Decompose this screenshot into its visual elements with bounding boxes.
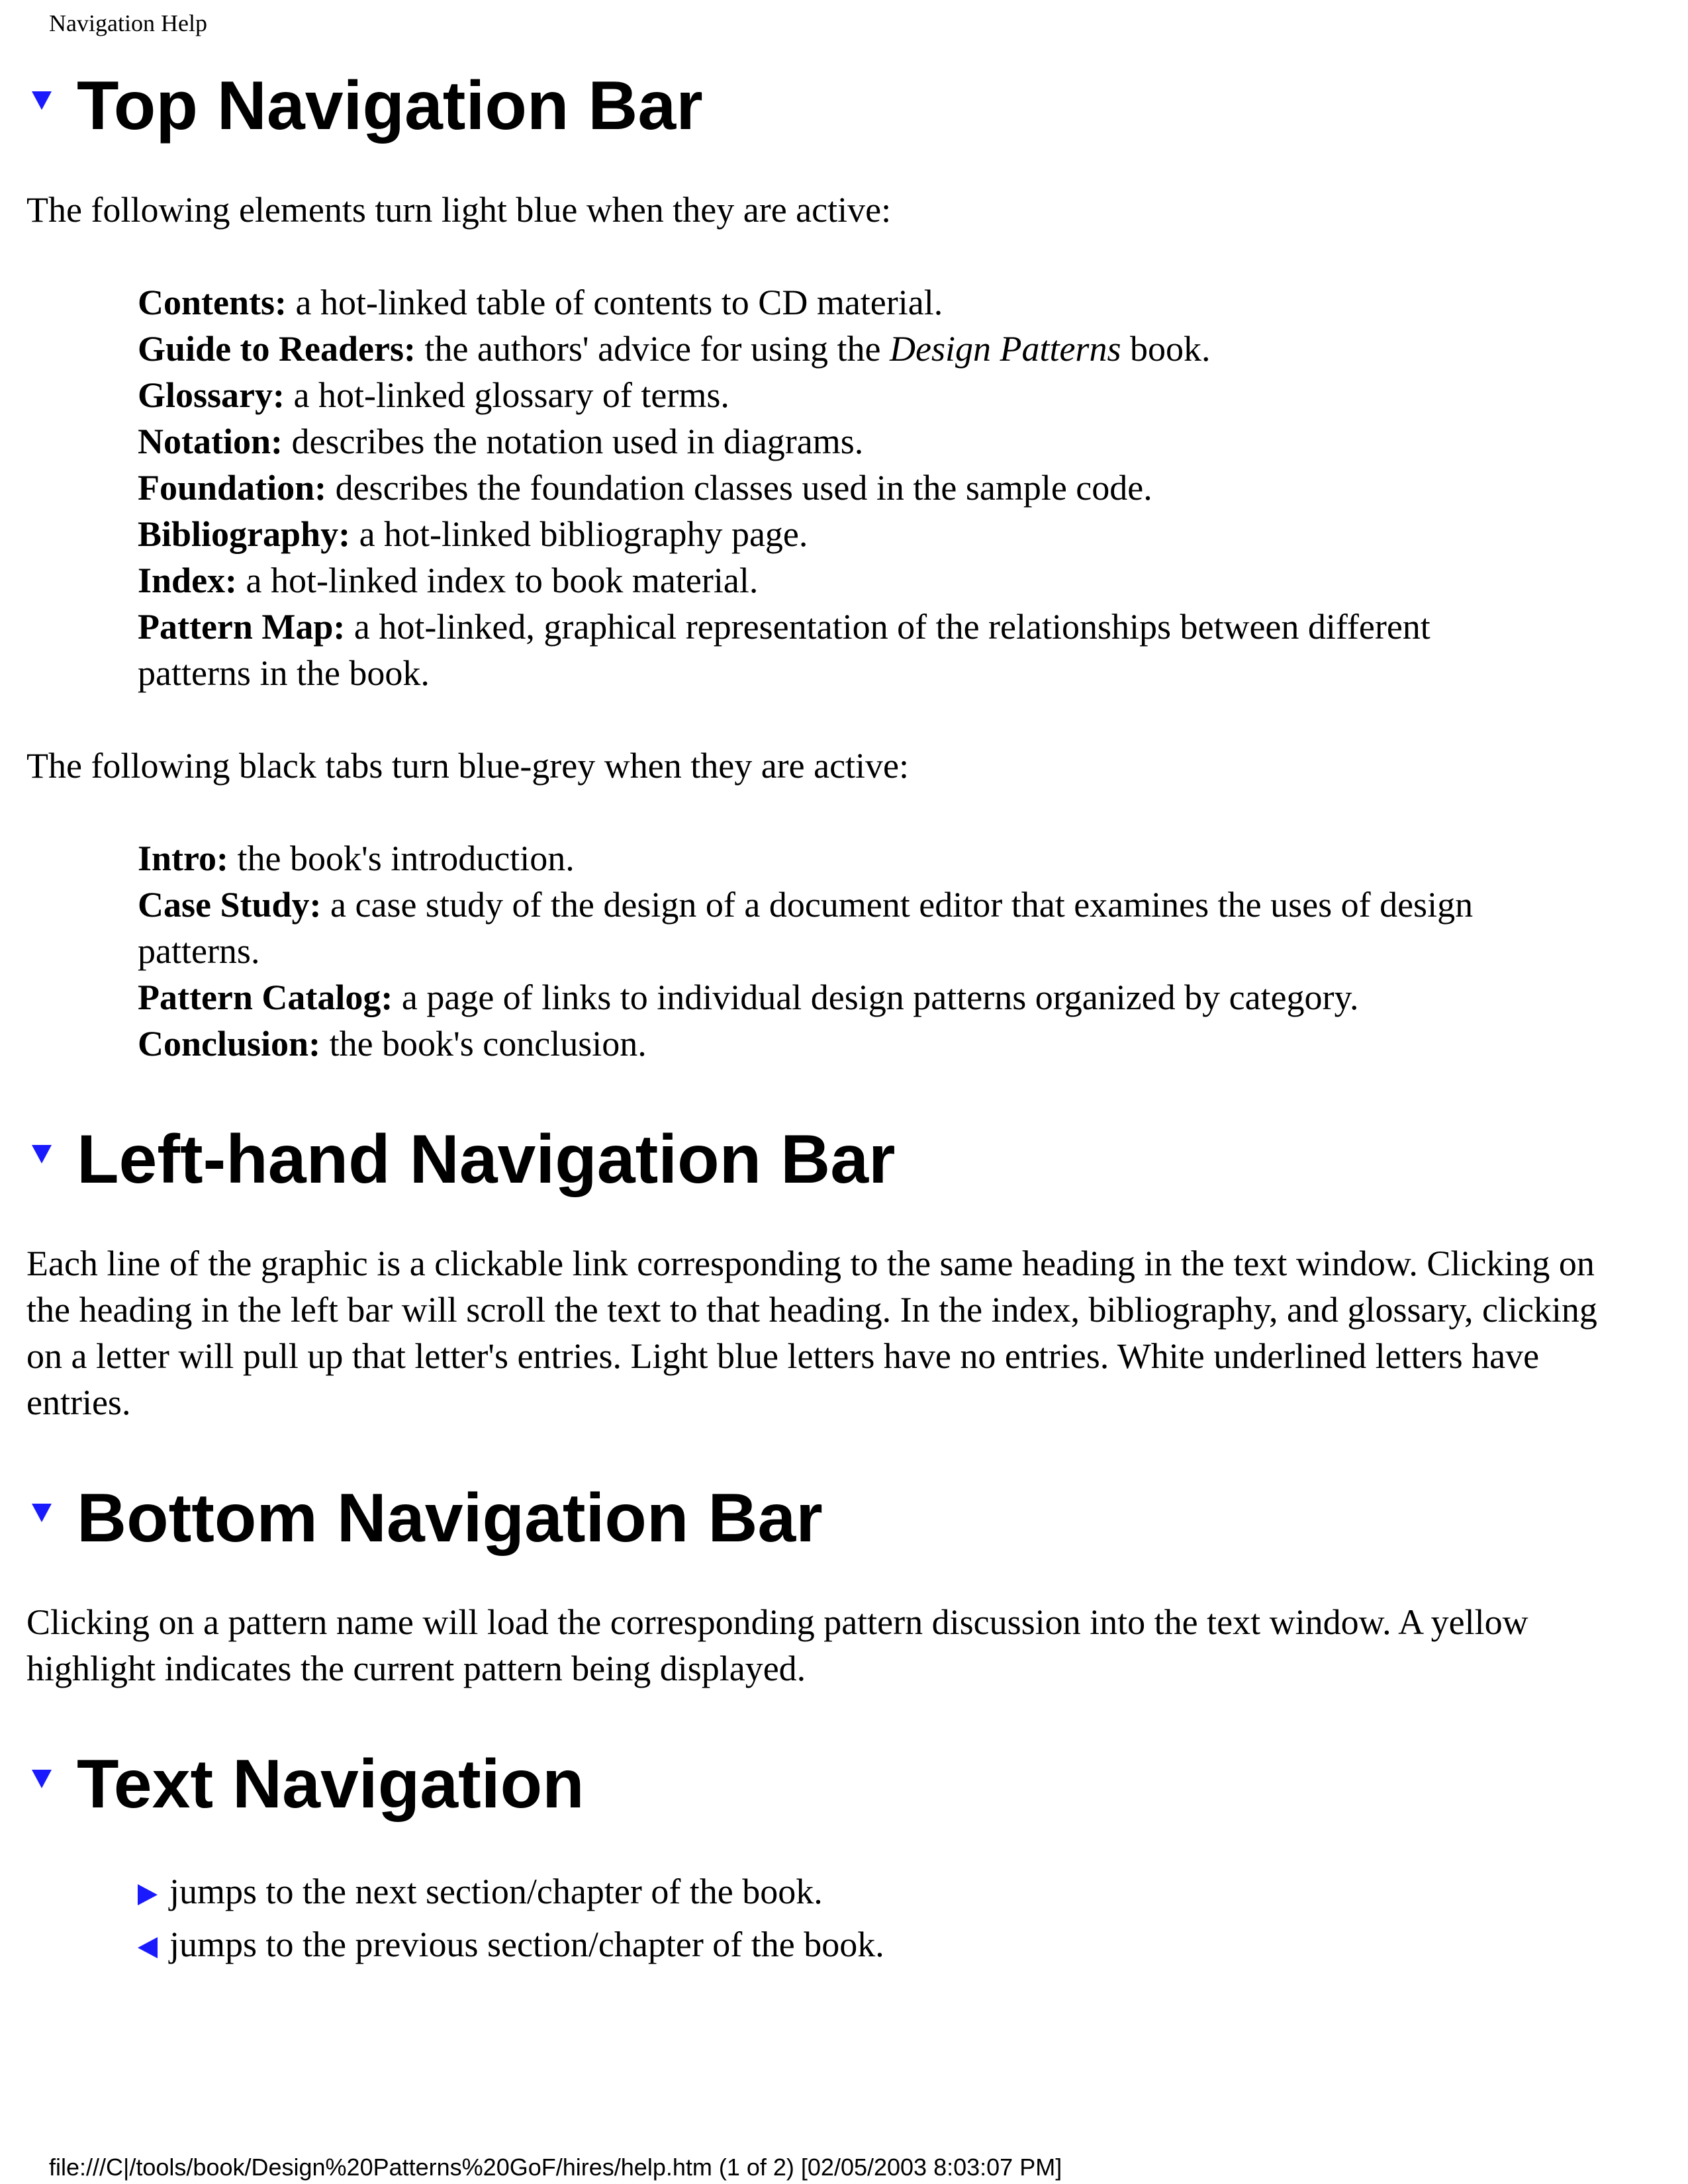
term-label: Guide to Readers:: [138, 329, 416, 369]
list-item: [138, 1021, 1662, 1067]
heading-text: Text Navigation: [77, 1746, 585, 1823]
term-label: Contents:: [138, 283, 287, 322]
term-description: the book's introduction.: [228, 839, 575, 878]
term-label: Notation:: [138, 422, 283, 461]
list-item: [138, 372, 1662, 418]
heading-text-navigation: [26, 1738, 1662, 1831]
term-description: the book's conclusion.: [320, 1024, 647, 1064]
term-description: a hot-linked index to book material.: [237, 561, 759, 600]
top-tabs-list: [26, 835, 1662, 1067]
page-footer-url: file:///C|/tools/book/Design%20Patterns%20GoF/hires/help.htm (1 of 2) [02/05/2003 8:03:07 PM]: [49, 2154, 1062, 2181]
top-elements-list: [26, 279, 1662, 696]
left-nav-description: Each line of the graphic is a clickable link corresponding to the same heading in the text window. Clicking on the heading in the left bar will scroll the text to that heading. In the index, bibliography, and glossary, clicking on a letter will pull up that letter's entries. Light blue letters have no entries. White underlined letters have entries.: [26, 1244, 1597, 1422]
term-description: a hot-linked, graphical representation of the relationships between different patterns in the book.: [138, 607, 1430, 693]
top-intro-tabs: The following black tabs turn blue-grey when they are active:: [26, 746, 910, 786]
next-description: jumps to the next section/chapter of the book.: [169, 1872, 823, 1911]
term-description: describes the notation used in diagrams.: [282, 422, 864, 461]
term-description: a case study of the design of a document editor that examines the uses of design patterns.: [138, 885, 1474, 971]
list-item: [138, 835, 1662, 882]
term-description: a hot-linked table of contents to CD material.: [287, 283, 943, 322]
heading-text: Top Navigation Bar: [77, 68, 703, 144]
term-label: Case Study:: [138, 885, 322, 925]
list-item: [138, 1865, 1662, 1918]
term-description: the authors' advice for using the: [415, 329, 890, 369]
list-item: [138, 1918, 1662, 1971]
list-item: [138, 882, 1662, 974]
page-header-title: Navigation Help: [49, 10, 207, 36]
term-description: a page of links to individual design patterns organized by category.: [393, 978, 1359, 1017]
bottom-nav-description: Clicking on a pattern name will load the corresponding pattern discussion into the text window. A yellow highlight indicates the current pattern being displayed.: [26, 1602, 1528, 1688]
help-content: [26, 60, 1662, 1971]
next-arrow-icon[interactable]: [138, 1884, 158, 1905]
term-label: Bibliography:: [138, 514, 351, 554]
term-description: a hot-linked bibliography page.: [350, 514, 808, 554]
term-label: Index:: [138, 561, 238, 600]
term-label: Pattern Catalog:: [138, 978, 393, 1017]
list-item: [138, 974, 1662, 1021]
list-item: [138, 326, 1662, 372]
triangle-down-icon[interactable]: [32, 91, 52, 110]
previous-description: jumps to the previous section/chapter of the book.: [169, 1925, 884, 1964]
term-label: Foundation:: [138, 468, 327, 508]
text-navigation-list: [26, 1865, 1662, 1971]
triangle-down-icon[interactable]: [32, 1145, 52, 1163]
heading-text: Left-hand Navigation Bar: [77, 1121, 896, 1198]
list-item: [138, 511, 1662, 557]
previous-arrow-icon[interactable]: [138, 1937, 158, 1958]
list-item: [138, 557, 1662, 604]
term-description-end: book.: [1121, 329, 1211, 369]
top-intro-elements: The following elements turn light blue when they are active:: [26, 190, 892, 230]
list-item: [138, 465, 1662, 511]
term-label: Intro:: [138, 839, 229, 878]
heading-bottom-navigation-bar: [26, 1472, 1662, 1565]
book-title-emphasis: Design Patterns: [889, 329, 1121, 369]
heading-top-navigation-bar: [26, 60, 1662, 152]
term-description: a hot-linked glossary of terms.: [285, 375, 729, 415]
list-item: [138, 279, 1662, 326]
term-label: Conclusion:: [138, 1024, 321, 1064]
term-label: Glossary:: [138, 375, 285, 415]
heading-text: Bottom Navigation Bar: [77, 1480, 823, 1557]
list-item: [138, 604, 1662, 696]
term-label: Pattern Map:: [138, 607, 346, 647]
triangle-down-icon[interactable]: [32, 1504, 52, 1522]
list-item: [138, 418, 1662, 465]
triangle-down-icon[interactable]: [32, 1770, 52, 1788]
heading-left-hand-navigation-bar: [26, 1113, 1662, 1206]
term-description: describes the foundation classes used in the sample code.: [326, 468, 1152, 508]
